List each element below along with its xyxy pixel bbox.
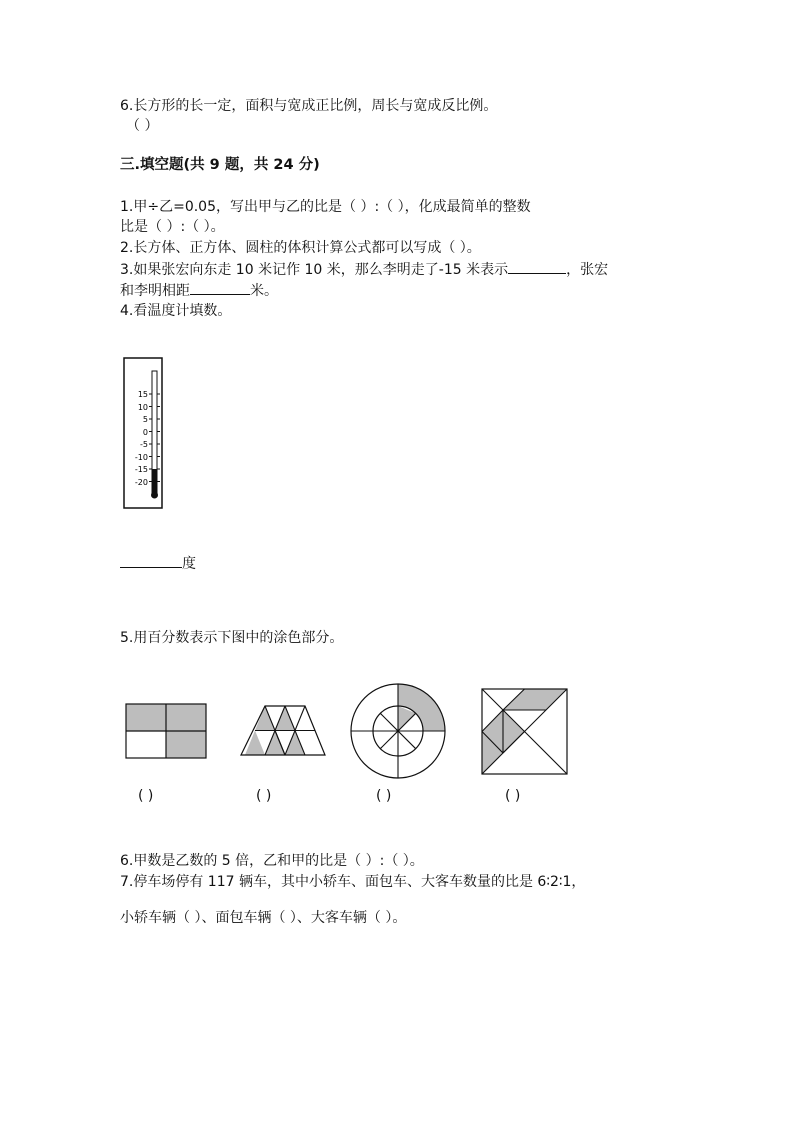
question-1-line-1: 1.甲÷乙=0.05，写出甲与乙的比是（ ）:（ ），化成最简单的整数 <box>120 199 531 215</box>
shaded-part <box>245 731 265 756</box>
question-3-text-b: ，张宏 <box>566 262 609 278</box>
tick-label: 0 <box>142 428 148 437</box>
tick-label: 5 <box>142 415 148 424</box>
shaded-parallelogram <box>503 689 567 710</box>
tick-label: -10 <box>134 453 148 462</box>
question-3-text-a: 3.如果张宏向东走 10 米记作 10 米，那么李明走了-15 米表示 <box>120 262 509 278</box>
thermometer-bulb <box>151 492 158 499</box>
shaded-part <box>166 731 206 758</box>
question-1-line-2: 比是（ ）:（ ）。 <box>120 219 225 235</box>
figure-rectangle-quarters <box>125 703 207 759</box>
answer-blank-distance[interactable] <box>190 280 250 295</box>
tick-label: -15 <box>134 465 148 474</box>
answer-blank-temperature[interactable] <box>120 553 182 568</box>
question-6: 6.甲数是乙数的 5 倍，乙和甲的比是（ ）:（ ）。 <box>120 853 424 869</box>
figure-tangram-square <box>481 688 569 776</box>
shaded-part <box>166 704 206 731</box>
answer-figure-2[interactable]: ( ) <box>256 788 272 804</box>
figure-trapezoid-triangles <box>240 705 326 757</box>
tick-label: 15 <box>137 390 148 399</box>
answer-figure-3[interactable]: ( ) <box>376 788 392 804</box>
section-heading: 三.填空题(共 9 题，共 24 分) <box>120 157 320 173</box>
figure-circle-ring <box>350 683 446 779</box>
question-2: 2.长方体、正方体、圆柱的体积计算公式都可以写成（ ）。 <box>120 240 481 256</box>
tick-label: -5 <box>140 440 148 449</box>
question-7-line-2: 小轿车辆（ ）、面包车辆（ ）、大客车辆（ ）。 <box>120 910 407 926</box>
shaded-part <box>265 731 285 756</box>
question-6-prev-answer[interactable]: （ ） <box>126 118 159 134</box>
thermometer-figure <box>123 357 163 509</box>
shaded-part <box>285 731 305 756</box>
tick-label: -20 <box>134 478 148 487</box>
answer-figure-4[interactable]: ( ) <box>505 788 521 804</box>
thermometer-answer-line <box>120 553 196 574</box>
question-3-line-2 <box>120 280 278 301</box>
question-3-text-d: 米。 <box>250 283 278 299</box>
shaded-part <box>255 706 275 731</box>
question-3-text-c: 和李明相距 <box>120 283 190 299</box>
tick-label: 10 <box>137 403 148 412</box>
answer-blank-direction[interactable] <box>508 259 566 274</box>
answer-figure-1[interactable]: ( ) <box>138 788 154 804</box>
mercury-column <box>153 469 157 493</box>
unit-degree: 度 <box>182 556 196 572</box>
question-6-prev: 6.长方形的长一定，面积与宽成正比例，周长与宽成反比例。 <box>120 98 498 114</box>
shaded-part <box>126 704 166 731</box>
question-5: 5.用百分数表示下图中的涂色部分。 <box>120 630 344 646</box>
shaded-part <box>275 706 295 731</box>
question-7-line-1: 7.停车场停有 117 辆车，其中小轿车、面包车、大客车数量的比是 6∶2∶1， <box>120 874 586 890</box>
question-4: 4.看温度计填数。 <box>120 303 232 319</box>
question-3-line-1 <box>120 259 608 280</box>
